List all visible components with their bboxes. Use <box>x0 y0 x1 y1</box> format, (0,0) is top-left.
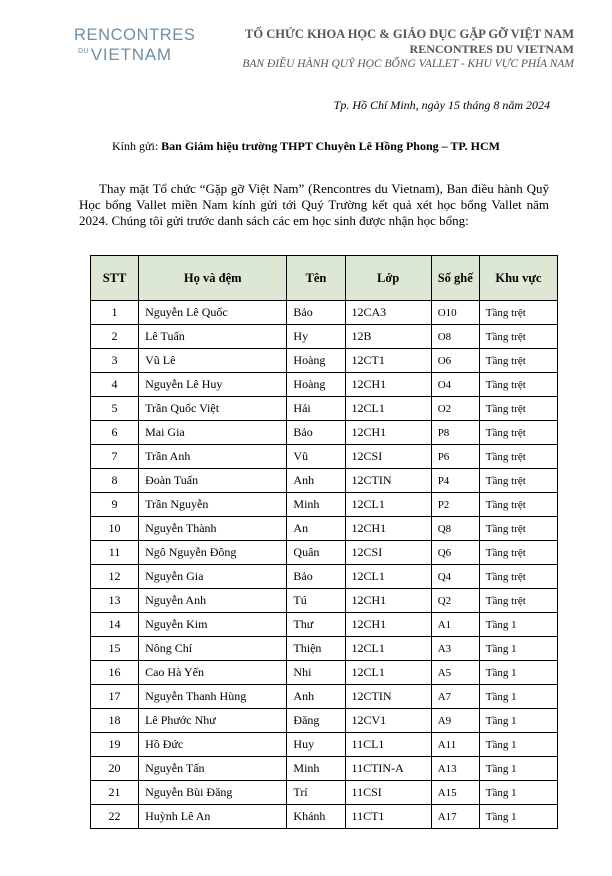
cell-stt: 5 <box>91 397 139 421</box>
cell-stt: 3 <box>91 349 139 373</box>
cell-lop: 11CT1 <box>345 805 431 829</box>
table-row <box>91 397 558 421</box>
table-row <box>91 565 558 589</box>
cell-ho-dem: Nguyễn Bùi Đăng <box>139 781 287 805</box>
cell-khu-vuc: Tầng 1 <box>479 733 557 757</box>
cell-so-ghe: O4 <box>431 373 479 397</box>
table-row <box>91 517 558 541</box>
table-row <box>91 493 558 517</box>
cell-lop: 12CH1 <box>345 373 431 397</box>
org-board: BAN ĐIỀU HÀNH QUỸ HỌC BỔNG VALLET - KHU VỰC PHÍA NAM <box>242 58 574 70</box>
header-stt: STT <box>91 256 139 301</box>
table-row <box>91 637 558 661</box>
recipient-line <box>112 139 500 154</box>
cell-lop: 11CTIN-A <box>345 757 431 781</box>
cell-lop: 12CL1 <box>345 493 431 517</box>
cell-stt: 4 <box>91 373 139 397</box>
cell-ho-dem: Nguyễn Thành <box>139 517 287 541</box>
cell-stt: 22 <box>91 805 139 829</box>
cell-lop: 12CH1 <box>345 517 431 541</box>
cell-lop: 12CSI <box>345 541 431 565</box>
recipient-label: Kính gửi: <box>112 139 162 153</box>
cell-khu-vuc: Tầng trệt <box>479 589 557 613</box>
recipient-name: Ban Giám hiệu trường THPT Chuyên Lê Hồng Phong – TP. HCM <box>161 139 500 153</box>
cell-ten: Anh <box>287 469 345 493</box>
cell-stt: 14 <box>91 613 139 637</box>
table-row <box>91 757 558 781</box>
cell-ten: Quân <box>287 541 345 565</box>
cell-so-ghe: A11 <box>431 733 479 757</box>
cell-lop: 12CSI <box>345 445 431 469</box>
header-ho-dem: Họ và đệm <box>139 256 287 301</box>
cell-ten: Tú <box>287 589 345 613</box>
body-paragraph: Thay mặt Tổ chức “Gặp gỡ Việt Nam” (Rencontres du Vietnam), Ban điều hành Quỹ Học bổng Vallet miền Nam kính gửi tới Quý Trường kết quả xét học bổng Vallet năm 2024. Chúng tôi gửi trước danh sách các em học sinh được nhận học bổng: <box>79 181 549 229</box>
logo-du: DU <box>78 48 89 55</box>
cell-khu-vuc: Tầng 1 <box>479 613 557 637</box>
cell-khu-vuc: Tầng 1 <box>479 757 557 781</box>
cell-khu-vuc: Tầng 1 <box>479 685 557 709</box>
table-row <box>91 301 558 325</box>
cell-lop: 12CA3 <box>345 301 431 325</box>
table-row <box>91 445 558 469</box>
table-row <box>91 469 558 493</box>
cell-stt: 18 <box>91 709 139 733</box>
cell-khu-vuc: Tầng 1 <box>479 661 557 685</box>
cell-ho-dem: Nguyễn Lê Huy <box>139 373 287 397</box>
cell-so-ghe: A17 <box>431 805 479 829</box>
cell-khu-vuc: Tầng 1 <box>479 709 557 733</box>
cell-so-ghe: P6 <box>431 445 479 469</box>
cell-so-ghe: O6 <box>431 349 479 373</box>
cell-so-ghe: P4 <box>431 469 479 493</box>
cell-ho-dem: Nguyễn Thanh Hùng <box>139 685 287 709</box>
cell-stt: 20 <box>91 757 139 781</box>
cell-ho-dem: Cao Hà Yến <box>139 661 287 685</box>
cell-khu-vuc: Tầng trệt <box>479 373 557 397</box>
table-row <box>91 349 558 373</box>
table-row <box>91 541 558 565</box>
org-name: TỔ CHỨC KHOA HỌC & GIÁO DỤC GẶP GỠ VIỆT NAM <box>245 27 574 41</box>
table-row <box>91 325 558 349</box>
cell-ho-dem: Trần Nguyễn <box>139 493 287 517</box>
cell-ho-dem: Nguyễn Lê Quốc <box>139 301 287 325</box>
organization-header <box>242 26 574 72</box>
date-line: Tp. Hồ Chí Minh, ngày 15 tháng 8 năm 2024 <box>333 98 550 112</box>
header-khu-vuc: Khu vực <box>479 256 557 301</box>
table-row <box>91 421 558 445</box>
cell-ho-dem: Nông Chí <box>139 637 287 661</box>
cell-so-ghe: A5 <box>431 661 479 685</box>
cell-khu-vuc: Tầng trệt <box>479 445 557 469</box>
cell-lop: 12CL1 <box>345 661 431 685</box>
cell-ten: An <box>287 517 345 541</box>
logo-vietnam: VIETNAM <box>90 45 172 64</box>
cell-lop: 12CH1 <box>345 589 431 613</box>
cell-khu-vuc: Tầng trệt <box>479 565 557 589</box>
table-header-row <box>91 256 558 301</box>
header-lop: Lớp <box>345 256 431 301</box>
cell-stt: 19 <box>91 733 139 757</box>
org-subname: RENCONTRES DU VIETNAM <box>409 42 574 56</box>
cell-ho-dem: Lê Phước Như <box>139 709 287 733</box>
cell-lop: 12CL1 <box>345 637 431 661</box>
cell-lop: 12CH1 <box>345 421 431 445</box>
table-row <box>91 661 558 685</box>
scholarship-table <box>90 255 558 829</box>
cell-ten: Hoàng <box>287 349 345 373</box>
cell-khu-vuc: Tầng trệt <box>479 541 557 565</box>
cell-stt: 6 <box>91 421 139 445</box>
cell-ten: Hy <box>287 325 345 349</box>
cell-ho-dem: Nguyễn Kim <box>139 613 287 637</box>
cell-ten: Trí <box>287 781 345 805</box>
cell-stt: 2 <box>91 325 139 349</box>
cell-khu-vuc: Tầng trệt <box>479 325 557 349</box>
cell-so-ghe: O2 <box>431 397 479 421</box>
cell-ho-dem: Mai Gia <box>139 421 287 445</box>
cell-khu-vuc: Tầng 1 <box>479 781 557 805</box>
cell-ten: Đăng <box>287 709 345 733</box>
cell-ho-dem: Nguyễn Gia <box>139 565 287 589</box>
cell-ten: Minh <box>287 757 345 781</box>
cell-so-ghe: P8 <box>431 421 479 445</box>
cell-khu-vuc: Tầng trệt <box>479 301 557 325</box>
cell-lop: 11CL1 <box>345 733 431 757</box>
cell-khu-vuc: Tầng trệt <box>479 493 557 517</box>
cell-so-ghe: A15 <box>431 781 479 805</box>
cell-so-ghe: A13 <box>431 757 479 781</box>
cell-ho-dem: Nguyễn Anh <box>139 589 287 613</box>
rencontres-logo <box>74 26 196 66</box>
cell-so-ghe: A7 <box>431 685 479 709</box>
cell-khu-vuc: Tầng 1 <box>479 805 557 829</box>
cell-lop: 12CT1 <box>345 349 431 373</box>
cell-khu-vuc: Tầng 1 <box>479 637 557 661</box>
cell-lop: 12CL1 <box>345 565 431 589</box>
cell-ho-dem: Huỳnh Lê An <box>139 805 287 829</box>
cell-khu-vuc: Tầng trệt <box>479 397 557 421</box>
cell-stt: 21 <box>91 781 139 805</box>
cell-ten: Khánh <box>287 805 345 829</box>
cell-ten: Huy <box>287 733 345 757</box>
cell-ten: Thiện <box>287 637 345 661</box>
cell-stt: 11 <box>91 541 139 565</box>
cell-lop: 12CL1 <box>345 397 431 421</box>
cell-khu-vuc: Tầng trệt <box>479 421 557 445</box>
cell-stt: 17 <box>91 685 139 709</box>
cell-so-ghe: O8 <box>431 325 479 349</box>
cell-so-ghe: Q2 <box>431 589 479 613</box>
cell-lop: 12B <box>345 325 431 349</box>
table-row <box>91 733 558 757</box>
cell-khu-vuc: Tầng trệt <box>479 517 557 541</box>
cell-so-ghe: P2 <box>431 493 479 517</box>
cell-khu-vuc: Tầng trệt <box>479 349 557 373</box>
cell-so-ghe: Q8 <box>431 517 479 541</box>
cell-stt: 16 <box>91 661 139 685</box>
cell-ho-dem: Lê Tuấn <box>139 325 287 349</box>
logo-line-2 <box>78 42 172 66</box>
table-row <box>91 781 558 805</box>
cell-ten: Minh <box>287 493 345 517</box>
table-row <box>91 709 558 733</box>
table-row <box>91 685 558 709</box>
cell-ten: Bảo <box>287 301 345 325</box>
cell-stt: 8 <box>91 469 139 493</box>
cell-lop: 12CTIN <box>345 469 431 493</box>
cell-so-ghe: A3 <box>431 637 479 661</box>
cell-stt: 10 <box>91 517 139 541</box>
cell-ho-dem: Ngô Nguyễn Đông <box>139 541 287 565</box>
cell-ten: Hải <box>287 397 345 421</box>
cell-stt: 7 <box>91 445 139 469</box>
cell-ten: Bảo <box>287 421 345 445</box>
cell-lop: 12CTIN <box>345 685 431 709</box>
logo-line-1: RENCONTRES <box>74 26 196 44</box>
cell-stt: 1 <box>91 301 139 325</box>
cell-ho-dem: Hồ Đức <box>139 733 287 757</box>
cell-stt: 9 <box>91 493 139 517</box>
cell-ho-dem: Đoàn Tuấn <box>139 469 287 493</box>
table-row <box>91 373 558 397</box>
table-row <box>91 805 558 829</box>
cell-so-ghe: O10 <box>431 301 479 325</box>
cell-ho-dem: Trần Anh <box>139 445 287 469</box>
cell-stt: 12 <box>91 565 139 589</box>
cell-ten: Vũ <box>287 445 345 469</box>
cell-ten: Nhi <box>287 661 345 685</box>
cell-ho-dem: Nguyễn Tấn <box>139 757 287 781</box>
cell-so-ghe: Q4 <box>431 565 479 589</box>
table-row <box>91 613 558 637</box>
cell-ten: Hoàng <box>287 373 345 397</box>
cell-lop: 12CH1 <box>345 613 431 637</box>
cell-so-ghe: A1 <box>431 613 479 637</box>
cell-ho-dem: Vũ Lê <box>139 349 287 373</box>
cell-ten: Anh <box>287 685 345 709</box>
cell-so-ghe: Q6 <box>431 541 479 565</box>
header-so-ghe: Số ghế <box>431 256 479 301</box>
cell-ho-dem: Trần Quốc Việt <box>139 397 287 421</box>
cell-khu-vuc: Tầng trệt <box>479 469 557 493</box>
header-ten: Tên <box>287 256 345 301</box>
cell-lop: 12CV1 <box>345 709 431 733</box>
cell-lop: 11CSI <box>345 781 431 805</box>
cell-so-ghe: A9 <box>431 709 479 733</box>
cell-stt: 13 <box>91 589 139 613</box>
cell-ten: Bảo <box>287 565 345 589</box>
cell-stt: 15 <box>91 637 139 661</box>
cell-ten: Thư <box>287 613 345 637</box>
table-row <box>91 589 558 613</box>
